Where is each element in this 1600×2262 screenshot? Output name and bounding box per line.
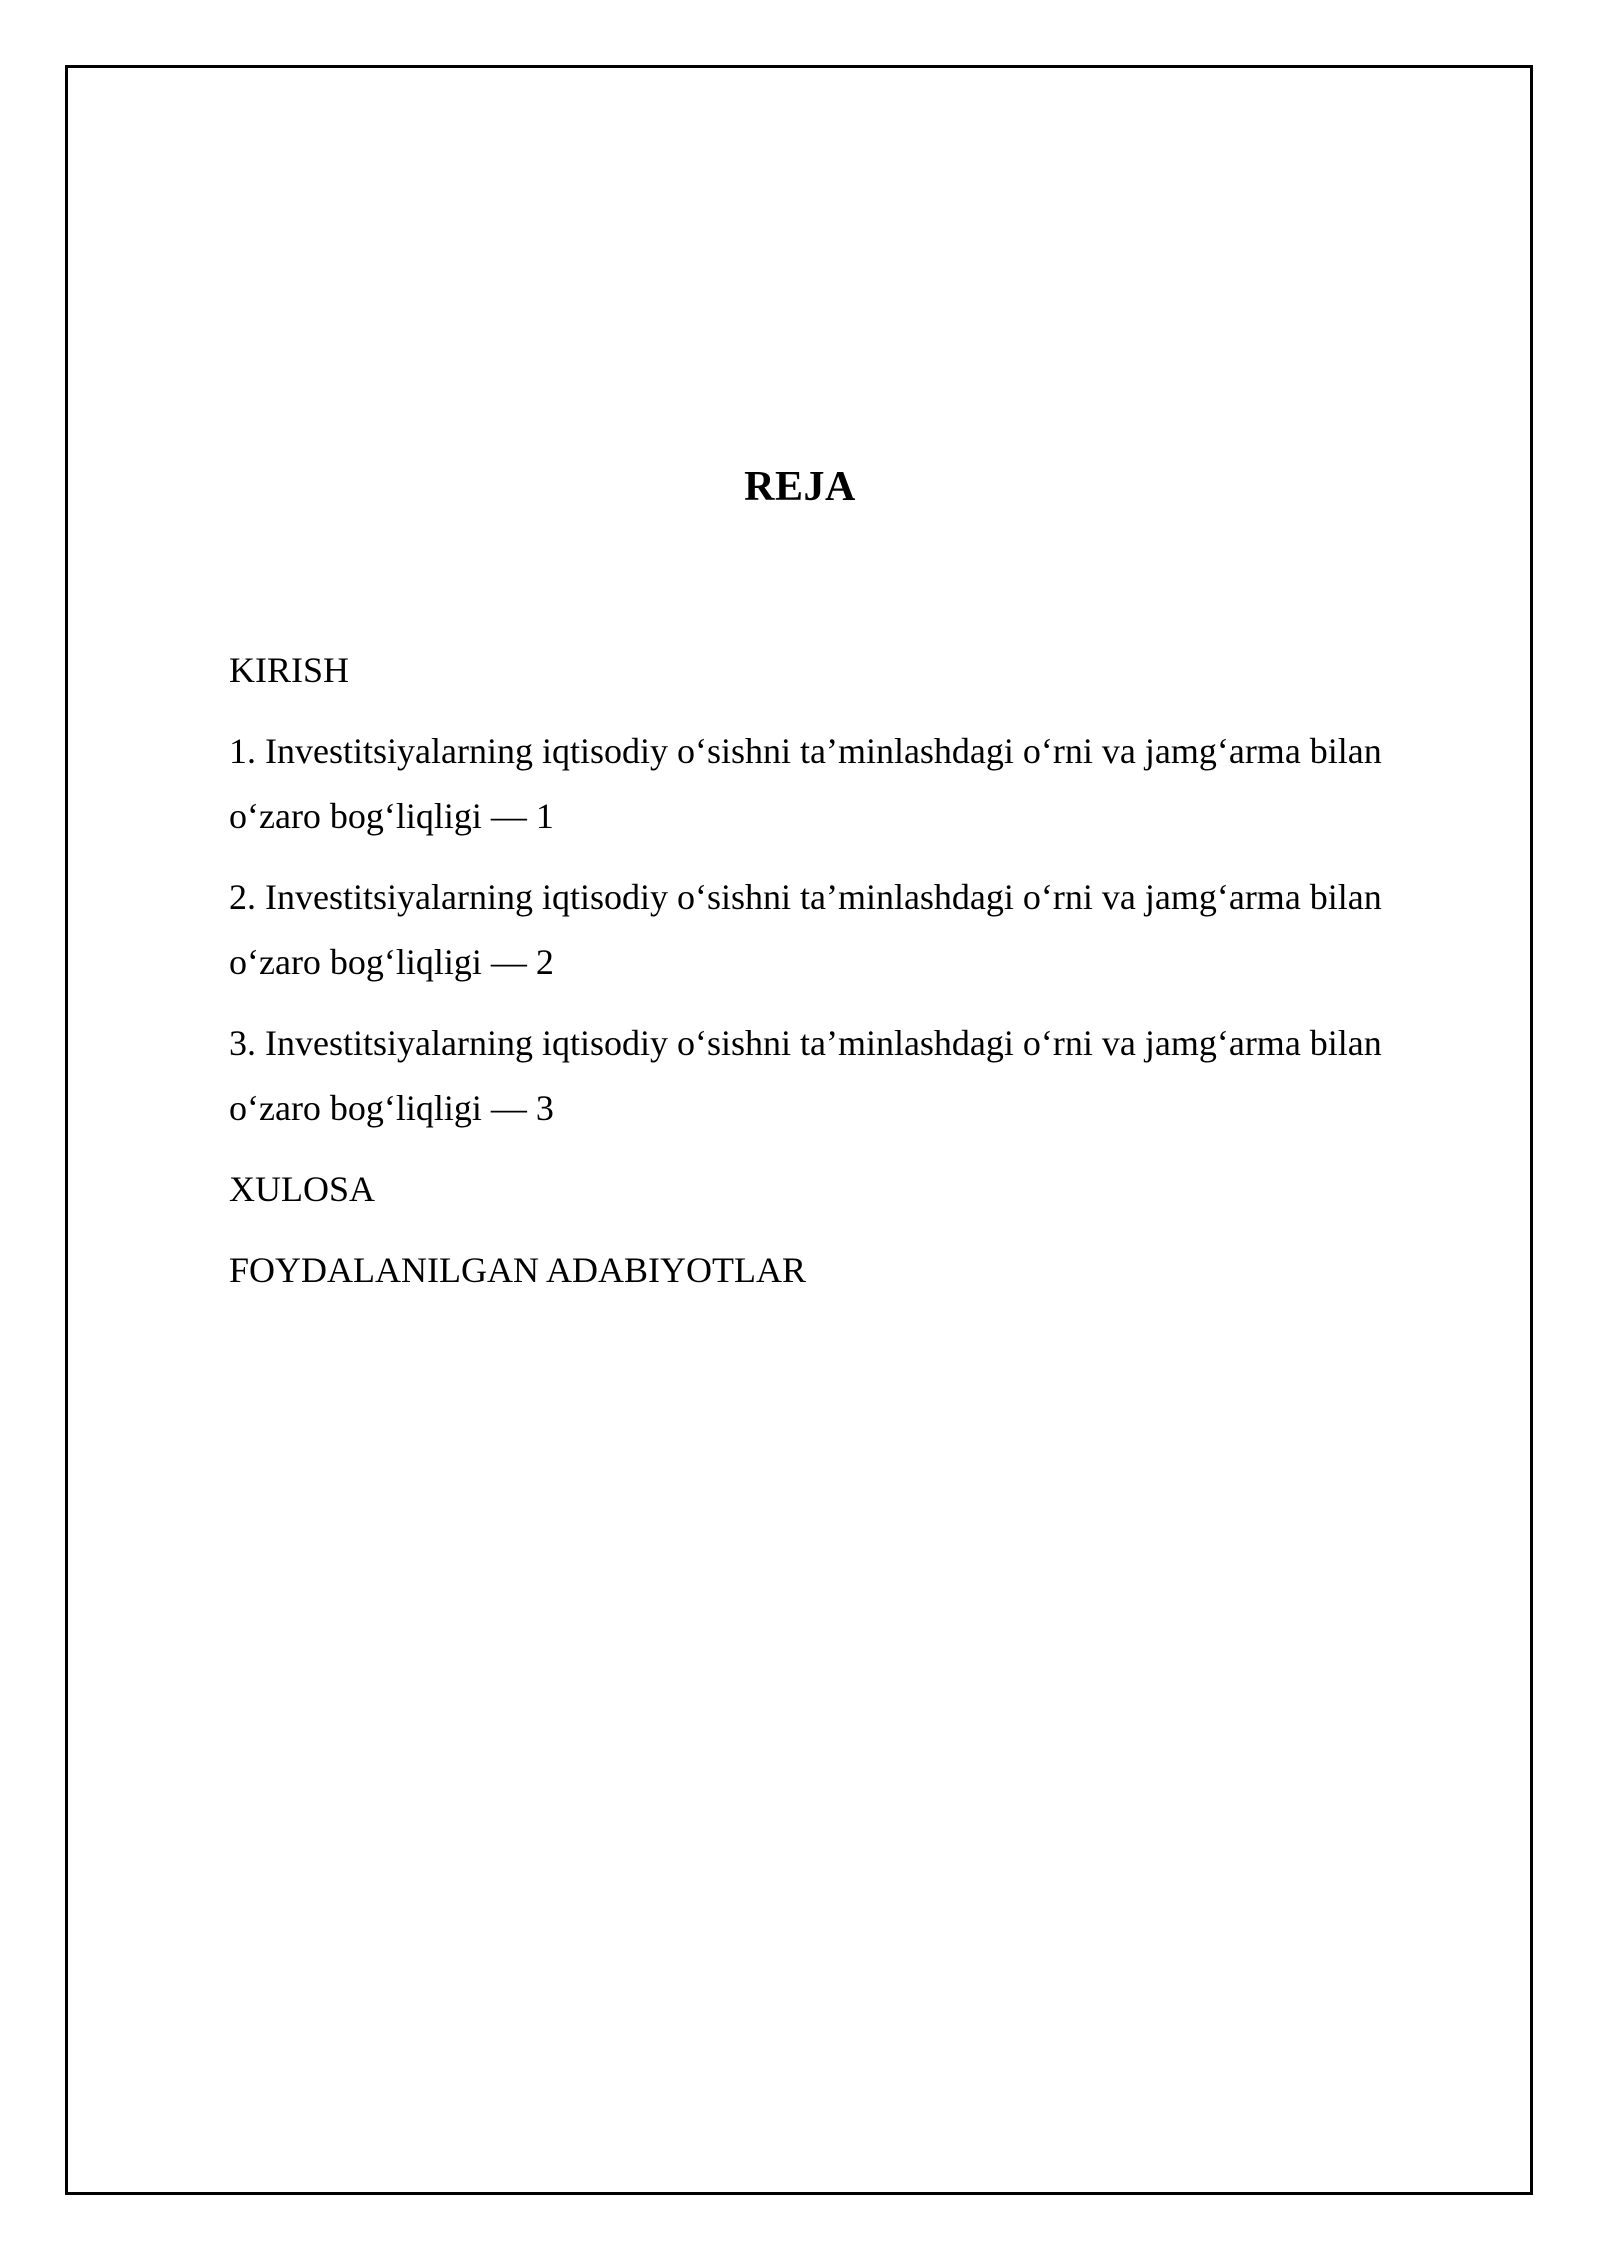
toc-item-section-1: 1. Investitsiyalarning iqtisodiy o‘sishni ta’minlashdagi o‘rni va jamg‘arma bilan o‘zaro bog‘liqligi — 1	[229, 731, 1382, 836]
table-of-contents	[229, 638, 1449, 1319]
toc-item-conclusion: XULOSA	[229, 1169, 376, 1209]
toc-item-section-2: 2. Investitsiyalarning iqtisodiy o‘sishni ta’minlashdagi o‘rni va jamg‘arma bilan o‘zaro bog‘liqligi — 2	[229, 877, 1382, 982]
toc-item-introduction: KIRISH	[229, 650, 350, 690]
toc-item-section-3: 3. Investitsiyalarning iqtisodiy o‘sishni ta’minlashdagi o‘rni va jamg‘arma bilan o‘zaro bog‘liqligi — 3	[229, 1023, 1382, 1128]
page-title: REJA	[744, 464, 856, 510]
toc-item-references: FOYDALANILGAN ADABIYOTLAR	[229, 1250, 806, 1290]
